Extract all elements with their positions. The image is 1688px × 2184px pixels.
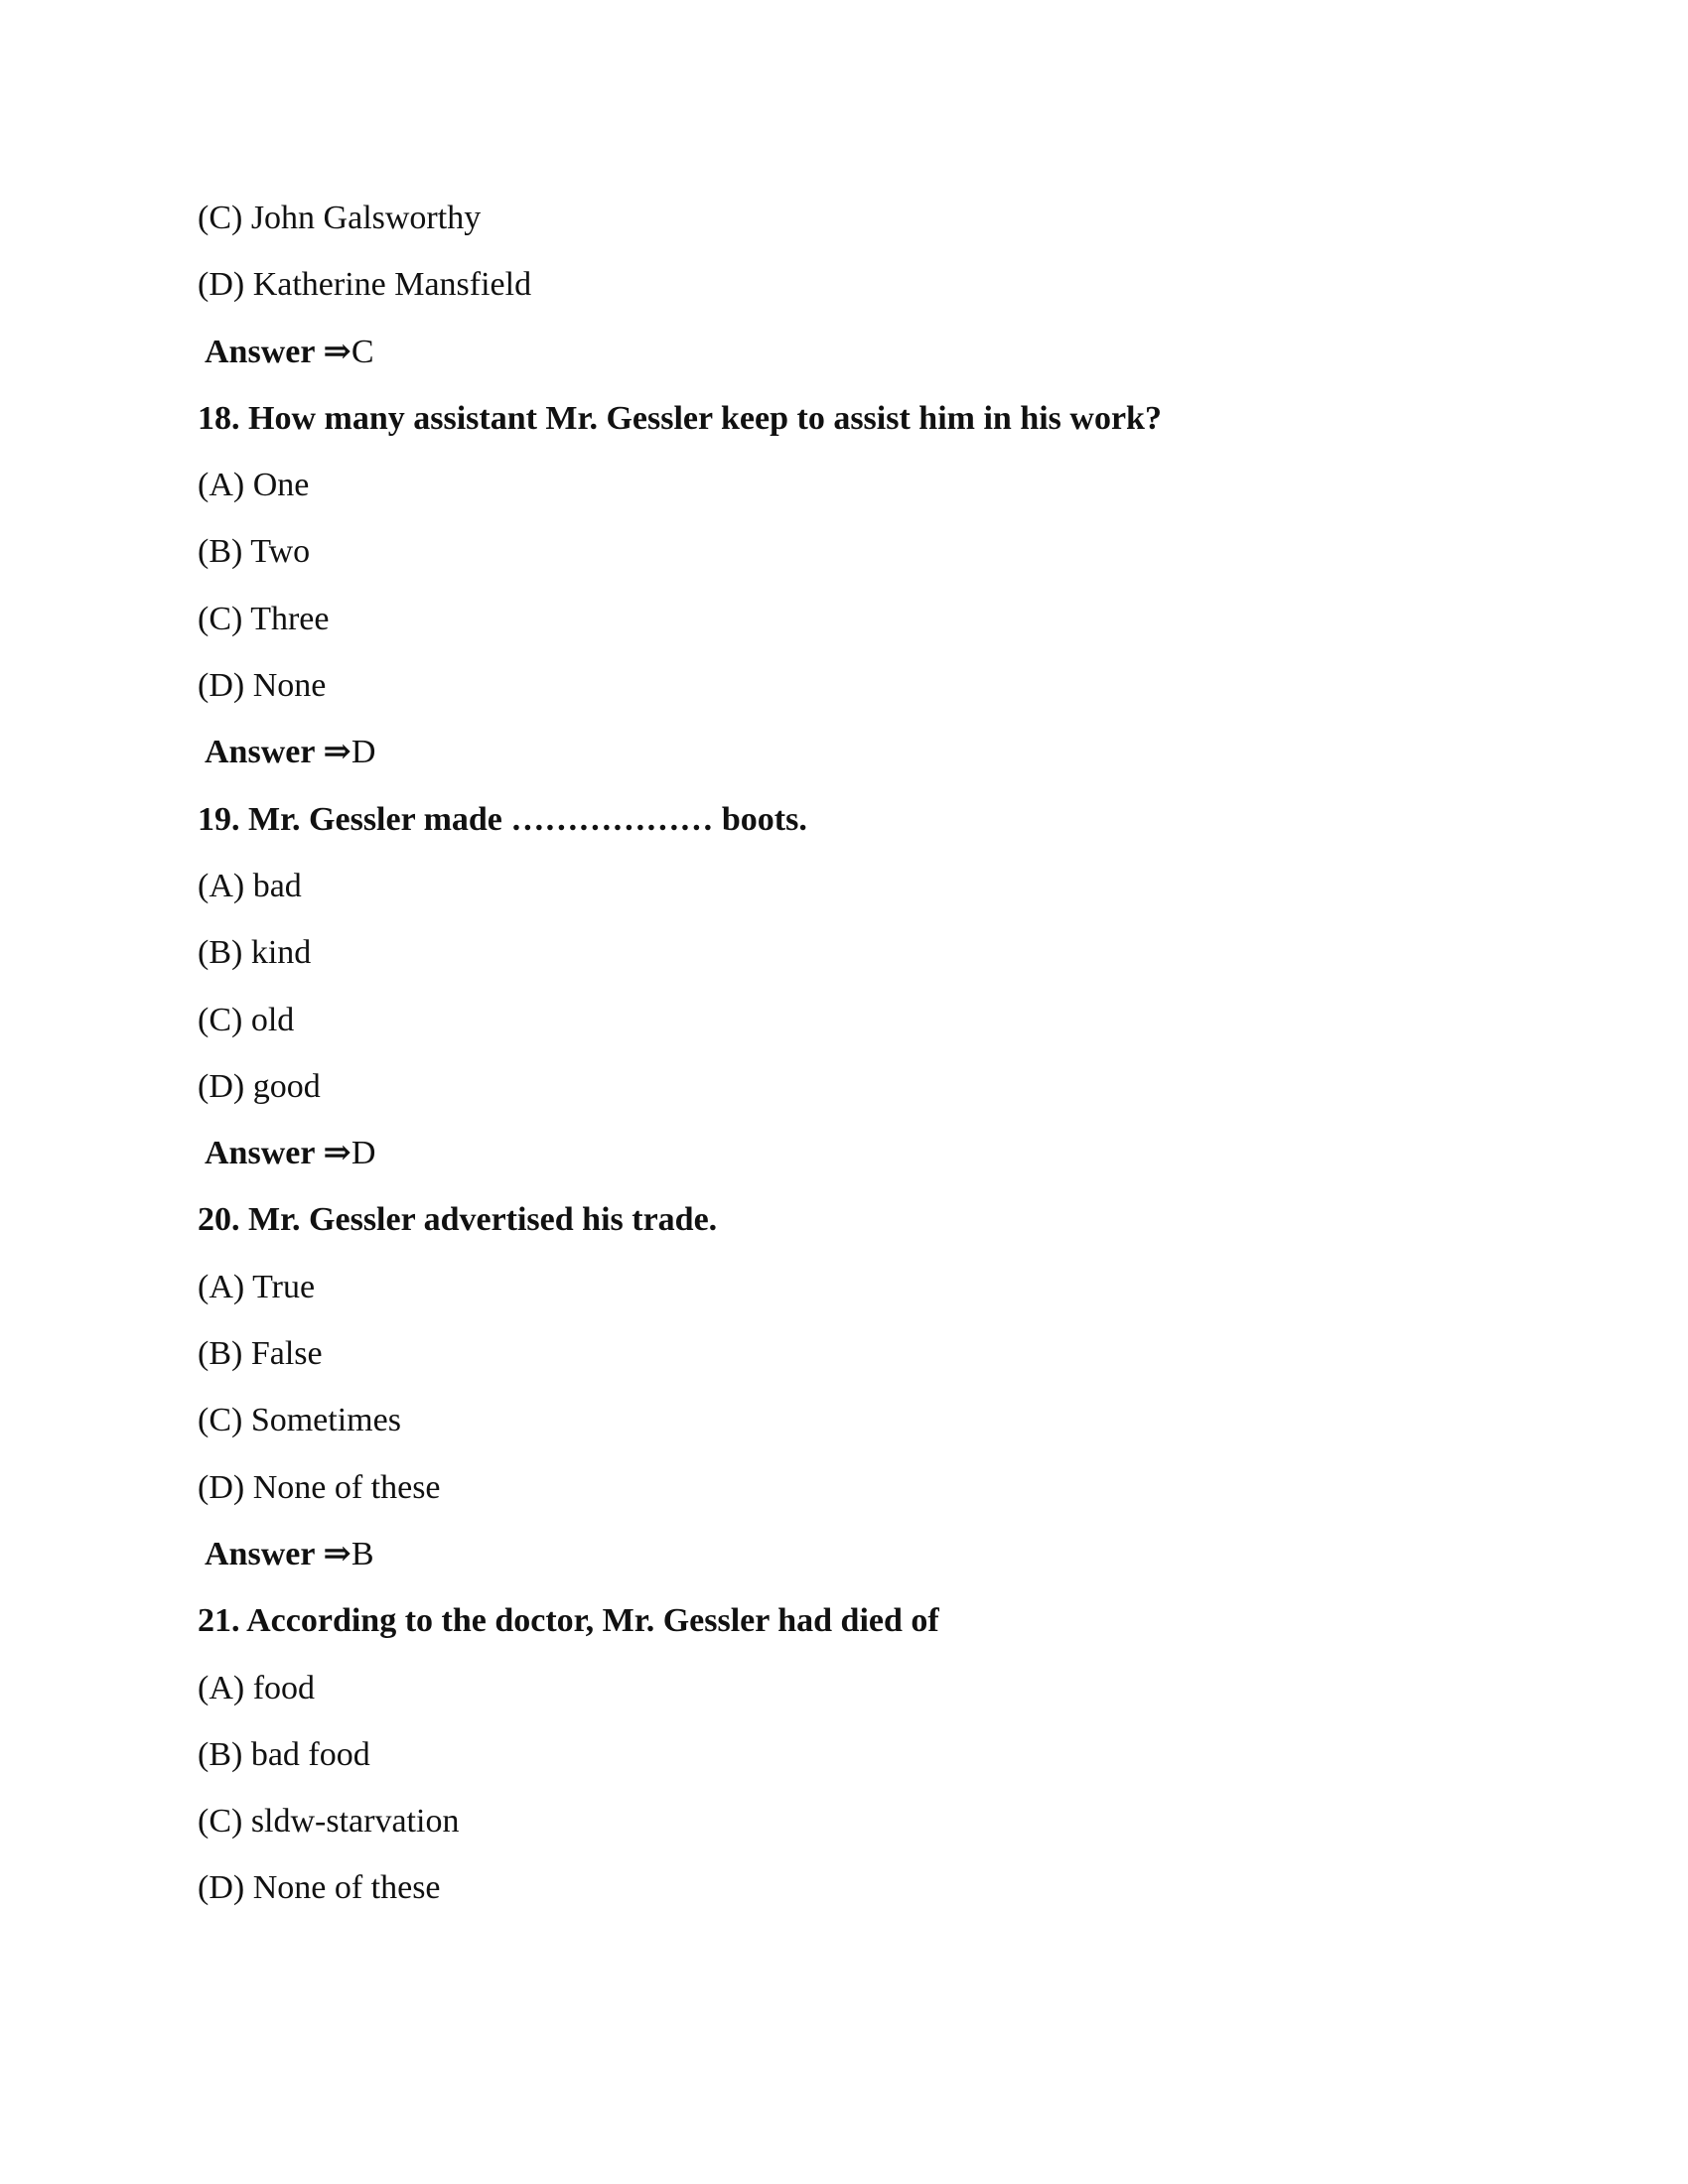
answer-value: D <box>351 734 376 771</box>
option-a: (A) One <box>198 467 310 504</box>
option-c: (C) John Galsworthy <box>198 200 482 236</box>
option-b: (B) bad food <box>198 1735 370 1773</box>
answer-value: B <box>351 1535 374 1572</box>
answer-line <box>198 1130 1162 1196</box>
question-21: 21. According to the doctor, Mr. Gessler had died of <box>198 1602 939 1640</box>
option-c: (C) Sometimes <box>198 1402 401 1439</box>
option-a: (A) True <box>198 1268 316 1305</box>
answer-label: Answer ⇒ <box>205 333 352 370</box>
option-d: (D) None of these <box>198 1468 441 1506</box>
option-b: (B) kind <box>198 934 312 972</box>
answer-line <box>198 1531 1162 1597</box>
question-20: 20. Mr. Gessler advertised his trade. <box>198 1201 718 1239</box>
question-19: 19. Mr. Gessler made ……………… boots. <box>198 800 807 838</box>
document-page <box>198 195 1162 1932</box>
option-b: (B) Two <box>198 533 311 571</box>
option-a: (A) bad <box>198 867 302 904</box>
option-b: (B) False <box>198 1335 323 1373</box>
option-c: (C) old <box>198 1001 295 1038</box>
answer-line <box>198 329 1162 395</box>
question-18: 18. How many assistant Mr. Gessler keep to assist him in his work? <box>198 399 1162 437</box>
answer-label: Answer ⇒ <box>205 734 352 771</box>
answer-label: Answer ⇒ <box>205 1535 352 1572</box>
option-d: (D) Katherine Mansfield <box>198 266 532 304</box>
answer-line <box>198 729 1162 795</box>
option-d: (D) None of these <box>198 1869 441 1907</box>
option-d: (D) None <box>198 667 327 705</box>
answer-value: D <box>351 1135 376 1172</box>
option-a: (A) food <box>198 1669 316 1706</box>
option-c: (C) Three <box>198 600 330 637</box>
answer-label: Answer ⇒ <box>205 1135 352 1172</box>
option-c: (C) sldw-starvation <box>198 1803 460 1841</box>
answer-value: C <box>351 333 374 370</box>
option-d: (D) good <box>198 1067 321 1105</box>
